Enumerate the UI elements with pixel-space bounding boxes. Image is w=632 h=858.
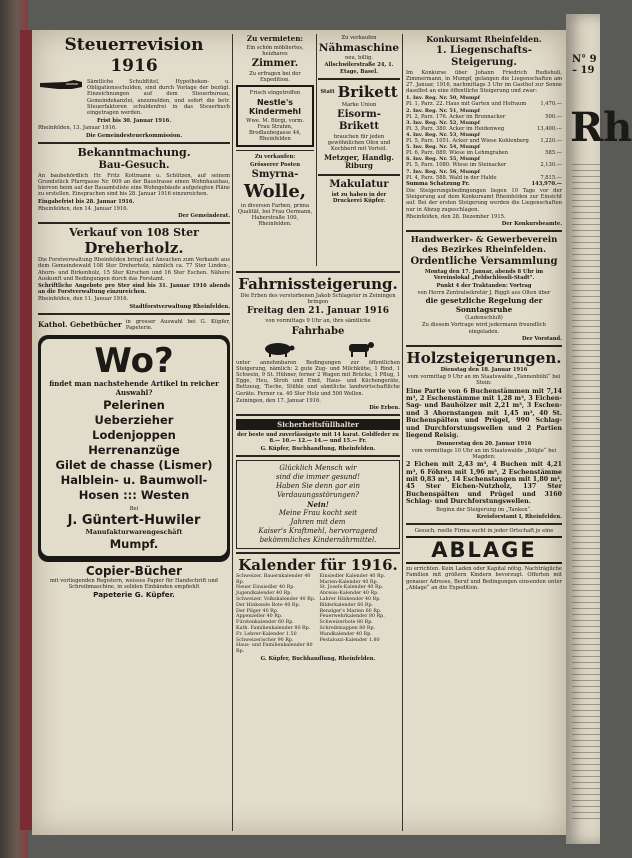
divider	[38, 313, 230, 315]
kalender-signed: G. Küpfer, Buchhandlung, Rheinfelden.	[260, 656, 376, 662]
divider	[38, 142, 230, 144]
fahrnis-place-date: Zeiningen, den 17. Januar 1916.	[236, 397, 321, 404]
verkauf-title2: Dreherholz.	[84, 239, 184, 258]
ad-dreherholz	[38, 227, 230, 310]
ad-sicherheitsfuellhalter	[236, 419, 400, 452]
zimmer-foot: Zu erfragen bei der Expedition.	[249, 71, 301, 84]
ad-gewerbeverein	[406, 235, 562, 342]
makulatur-body: ist zu haben in der Druckerei Küpfer.	[331, 191, 387, 205]
next-page-masthead: Rh	[570, 104, 632, 151]
naeh-head: Zu verkaufen	[341, 35, 377, 41]
konkurs-intro: Im Konkurse über Johann Friedrich Rudishuli, Zimmermann, in Mumpf, gelangen die Liegenschaften am 27. Januar, 1916, nachmittags 3 Uhr im Gasthof zur Sonne daselbst an eine öffentliche Steigerung und zwar:	[406, 69, 562, 95]
verkauf-signed: Stadtforstverwaltung Rheinfelden.	[129, 303, 230, 310]
column-rule	[316, 34, 317, 266]
lot-value: 500.—	[545, 113, 562, 120]
binding-red-edge	[20, 30, 32, 830]
next-page-text-lines	[572, 164, 600, 824]
kalender-title: Kalender für 1916.	[238, 555, 398, 574]
lot-label: 6. Inv. Reg. Nr. 55, Mumpf	[406, 156, 480, 163]
lot-label: 3. Inv. Reg. Nr. 52, Mumpf	[406, 119, 480, 126]
column-rule	[402, 34, 403, 831]
kalender-item: Schweizer. Bauernkalender 40 Rp.	[236, 573, 311, 585]
cow-icon	[345, 341, 375, 357]
bekannt-subtitle: Bau-Gesuch.	[98, 159, 170, 171]
konkurs-subtitle: 1. Liegenschafts-Steigerung.	[436, 44, 532, 68]
konkurs-lot	[406, 156, 562, 168]
copier-signed: Papeterie G. Küpfer.	[93, 590, 175, 600]
sicher-signed: G. Küpfer, Buchhandlung, Rheinfelden.	[260, 445, 376, 452]
kalender-item: Der Pilger 40 Rp.	[236, 608, 279, 614]
kalender-item: Jugendkalender 40 Rp.	[236, 591, 292, 597]
divider	[236, 455, 400, 457]
divider	[406, 230, 562, 232]
kalender-item: Schweizer. Volkskalender 40 Rp.	[236, 597, 316, 603]
wo-item: Herrenanzüge	[88, 443, 180, 458]
lot-description: Pl. 4, Parz. 588. Wald in der Halde	[406, 174, 497, 181]
hgv-topic: die gesetzliche Regelung der Sonntagsruhe	[425, 296, 543, 314]
wo-bei: Bei	[129, 506, 139, 513]
ad-fahrnissteigerung	[236, 276, 400, 411]
handwritten-line: Glücklich Mensch wir	[279, 463, 357, 472]
holz-day2-items: 2 Eichen mit 2,43 m³, 4 Buchen mit 4,21 m³, 6 Föhren mit 1,96 m³, 2 Eschenstämme mit 0,83 m³, 14 Eschenstangen mit 1,80 m³, 45 Ster Eichen-Nutzholz, 137 Ster Buchenspälten und Prügel und 3160 Schlag- und Durchforstungswellen.	[406, 461, 562, 506]
brikett-sub: Eisorm-Brikett	[337, 109, 381, 133]
divider	[318, 174, 400, 176]
makulatur-title: Makulatur	[329, 178, 389, 190]
lot-description: Pl. 3, Parz. 380. Acker im Heidenweg	[406, 125, 505, 132]
wo-item: Halblein- u. Baumwoll-	[60, 473, 208, 488]
brikett-title: Brikett	[337, 82, 398, 101]
steuer-signed: Die Gemeindesteuerkommission.	[85, 132, 183, 139]
konkurs-lot	[406, 95, 562, 107]
fahrnis-signed: Die Erben.	[369, 405, 400, 412]
column-4	[406, 34, 562, 831]
konkurs-lot	[406, 169, 562, 181]
konkurs-sum-label: Summa Schatzung Fr.	[406, 180, 470, 187]
wo-town: Mumpf.	[109, 536, 159, 551]
ad-naehmaschine	[318, 35, 400, 75]
lot-description: Pl. 6, Parz. 889. Wiese im Lehmgraben	[406, 150, 509, 157]
holz-day1-items: Eine Partie von 6 Buchenstämmen mit 7,14 m³, 2 Eschenstämme mit 1,28 m³, 3 Eichen-Sag- und Bauhölzer mit 2,21 m³, 3 Eschen- und 3 Ahornstangen mit 1,45 m³, 40 St. Buchenspälten und Prügel, 990 Schlag- und Durchforstungswellen und 2 Partien liegend Reisig.	[406, 387, 562, 440]
fahrnis-intro2: von vormittags 9 Uhr an, ihre sämtliche	[265, 318, 371, 325]
kalender-item: Der Hinkende Bote 40 Rp.	[236, 602, 301, 608]
hgv-trakt-head: Punkt 4 der Traktanden: Vortrag	[436, 282, 532, 289]
kalender-item: Neuer Einsiedler 40 Rp.	[236, 585, 295, 591]
verkauf-place-date: Rheinfelden, den 11. Januar 1916.	[38, 296, 129, 303]
copier-body: mit vorliegenden Registern, weisses Papier für Handschrift und Schreibmaschine, in soliden Einbänden empfiehlt	[49, 577, 218, 590]
steuer-body: Sämtliche Schuldtitel, Hypotheken- u. Obligationsschulden, sind durch Vorlage der bezügl. Einzeichnungen auf dem Steuerbureau, Gemeindekanzlei, anzumelden, und sofort die betr. Steuerfaktoren schuldenfrei in das Steuerbuch eingetragen werden.	[87, 79, 230, 117]
kalender-item: Haus- und Familienkalender 80 Rp.	[236, 643, 313, 655]
divider	[406, 345, 562, 347]
bekannt-deadline: Eingabefrist bis 28. Januar 1916.	[38, 198, 135, 205]
wo-item: Lodenjoppen	[92, 428, 176, 443]
wo-item: Hosen ::: Westen	[78, 488, 190, 503]
hgv-title: Handwerker- & Gewerbeverein des Bezirkes Rheinfelden.	[410, 235, 558, 256]
hgv-trakt-body: von Herrn Zentralsekretär J. Riggli aus Olten über	[417, 289, 551, 296]
konkurs-title: Konkursamt Rheinfelden.	[426, 34, 542, 44]
ad-ablage	[406, 528, 562, 591]
next-page-number: N° 9 – 19	[572, 54, 597, 76]
handwritten-line: Nein!	[307, 499, 329, 509]
kalender-item: Lahrer Hinkender 40 Rp.	[319, 597, 381, 603]
ad-steuerrevision	[38, 35, 230, 139]
konkurs-sum-value: 143,970.—	[531, 180, 562, 187]
divider	[406, 523, 562, 525]
bekannt-place-date: Rheinfelden, den 14. Januar 1916.	[38, 205, 129, 212]
ablage-title: ABLAGE	[406, 536, 562, 564]
kalender-item: St. Josefs-Kalender 40 Rp.	[319, 585, 384, 591]
lot-label: 5. Inv. Reg. Nr. 54, Mumpf	[406, 144, 480, 151]
ad-nestle	[236, 85, 314, 147]
fahrnis-body: unter annehmbaren Bedingungen zur öffentlichen Steigerung, nämlich: 2 gute Zug- und Milchkühe, 1 Rind, 1 Schwein, 9 St. Hühner, ferner 2 Wagen mit Brücke, 1 Pflug, 1 Egge, Heu, Stroh und Emd, Haus- und Küchengeräte, Bettzeug, Tische, Stühle und sämtliche landwirtschaftliche Geräte. Ferner ca. 40 Ster Holz und 500 Wellen.	[236, 359, 400, 397]
kalender-item: Kath. Familienkalender 80 Rp.	[236, 626, 311, 632]
lot-value: 1,470.—	[540, 101, 562, 108]
konkurs-place-date: Rheinfelden, den 28. Dezember 1915.	[406, 213, 506, 220]
kalender-item: Wandkalender 40 Rp.	[319, 631, 372, 637]
kalender-item: Schreibmappen 80 Rp.	[319, 626, 376, 632]
wo-item: Ueberzieher	[94, 413, 174, 428]
kalender-list-right	[320, 574, 401, 655]
divider	[236, 271, 400, 273]
ad-baugesuch	[38, 147, 230, 219]
konkurs-lot-list	[406, 95, 562, 180]
handwritten-line: Kaiser's Kraftmehl, hervorragend	[258, 526, 378, 535]
wolle-title2: Wolle,	[243, 180, 307, 202]
verkauf-body: Die Forstverwaltung Rheinfelden bringt auf Ansuchen zum Verkaufe aus dem Gemeindewald 108 Ster Dreherholz, nämlich ca. 77 Ster Linden-, Ahorn- und Birkenholz, 15 Ster Kirschen und 16 Ster Eschen. Nähere Auskunft und Bedingungen durch das Forstamt.	[38, 257, 230, 282]
kalender-item: Schweizerischer 90 Rp.	[236, 637, 294, 643]
bekannt-title: Bekanntmachung.	[77, 145, 191, 159]
hgv-topic2: (Ladenschluß)	[465, 315, 503, 322]
naeh-addr: Allschwilerstraße 24, 1. Etage, Basel.	[324, 62, 394, 75]
konkurs-lot	[406, 108, 562, 120]
fahrnis-intro: Die Erben des verstorbenen Jakob Schlageter in Zeiningen bringen	[240, 293, 396, 306]
kalender-item: Marien-Kalender 40 Rp.	[319, 579, 379, 585]
fahrnis-fahrhabe: Fahrhabe	[291, 325, 345, 337]
kalender-item: Schweizerbote 80 Rp.	[319, 620, 373, 626]
bekannt-signed: Der Gemeinderat.	[178, 213, 230, 220]
lot-label: 1. Inv. Reg. Nr. 50, Mumpf	[406, 95, 480, 102]
steuer-title: Steuerrevision 1916	[64, 35, 204, 76]
sicher-body: der beste und zuverlässigste mit 14 karat. Goldfeder zu 8.— 10.— 12.— 14.— und 15.— Fr.	[237, 432, 399, 445]
lot-description: Pl. 5, Parz. 1051. Acker und Wiese Kohlenberg	[406, 138, 529, 145]
ad-konkursamt	[406, 35, 562, 227]
handwritten-line: Jahren mit dem	[290, 517, 346, 526]
fahrnis-date: Freitag den 21. Januar 1916	[247, 306, 389, 317]
ad-kalender	[236, 557, 400, 662]
holz-title: Holzsteigerungen.	[406, 349, 562, 368]
kalender-item: Abreiss-Kalender 40 Rp.	[319, 591, 379, 597]
lot-description: Pl. 1, Parz. 22. Haus mit Garten und Hofraum	[406, 101, 527, 108]
holz-signed: Kreisforstamt I, Rheinfelden.	[476, 513, 562, 520]
holz-day2-body: vom vormittags 10 Uhr an im Staatswalde „Bölgle“ bei Magden:	[411, 447, 557, 460]
copier-title: Copier-Bücher	[85, 563, 183, 578]
wolle-sub: Grösserer Posten	[250, 161, 300, 168]
handwritten-line: bekömmliches Kindernährmittel.	[259, 535, 377, 544]
column-1	[38, 34, 230, 831]
pig-icon	[261, 341, 295, 357]
konkurs-signed: Der Konkursbeamte.	[501, 221, 562, 228]
handwritten-line: Meine Frau kocht seit	[278, 508, 358, 517]
holz-note: Beginn der Steigerung im „Tanken“.	[436, 506, 532, 513]
divider	[236, 150, 314, 151]
kalender-item: Benziger's Marien 60 Rp.	[319, 608, 382, 614]
ad-makulatur	[318, 179, 400, 204]
handwritten-line: sind die immer gesund!	[276, 472, 360, 481]
wo-firm-sub: Manufakturwarengeschäft	[85, 528, 183, 537]
holz-day2: Donnerstag den 20. Januar 1916	[436, 440, 532, 447]
newspaper-page	[32, 30, 566, 835]
holz-day1-body: vom vormittag 9 Uhr an im Staatswalde „Tannenbühl“ bei Stein:	[407, 374, 561, 387]
ad-wolle	[236, 154, 314, 227]
naeh-body: neu, billig.	[345, 55, 373, 62]
wo-inner	[41, 339, 227, 555]
ad-brikett	[318, 83, 400, 171]
wolle-title: Smyrna-	[251, 168, 299, 180]
kalender-item: Fürstenkalender 60 Rp.	[236, 620, 294, 626]
konkurs-body: Die Steigerungsbedingungen liegen 10 Tage vor der Steigerung auf dem Konkursamt Rheinfelden zur Einsicht auf. Bei der ersten Steigerung werden die Liegenschaften nur in Abzug zugeschlagen.	[406, 188, 562, 213]
ad-zimmer	[236, 35, 314, 83]
lot-label: 2. Inv. Reg. Nr. 51, Mumpf	[406, 107, 480, 114]
nestle-title: Nestle's Kindermehl	[249, 97, 301, 117]
wo-item: Pelerinen	[103, 398, 165, 413]
wo-firm: J. Güntert-Huwiler	[67, 513, 201, 529]
naeh-title: Nähmaschine	[318, 42, 400, 55]
pointing-hand-icon	[38, 78, 84, 92]
kalender-item: Appenzeller 40 Rp.	[236, 614, 283, 620]
lot-description: Pl. 2, Parz. 176. Acker im Brunnacker	[406, 113, 506, 120]
gebet-right: in grosser Auswahl bei G. Küpfer, Papeterie.	[125, 318, 230, 332]
column-rule	[232, 34, 233, 831]
divider	[236, 414, 400, 416]
handwritten-line: Verdauungsstörungen?	[276, 490, 360, 499]
wo-item-list	[44, 398, 224, 503]
brikett-marke: Marke Union	[341, 101, 377, 108]
nestle-head: Frisch eingetroffen	[249, 90, 301, 97]
konkurs-lot	[406, 132, 562, 144]
ad-wo-box	[38, 335, 230, 561]
konkurs-lot	[406, 144, 562, 156]
handwritten-line: Haben Sie denn gar ein	[275, 481, 361, 490]
kalender-item: Pestalozzi-Kalender 1.80	[319, 637, 380, 643]
wolle-head: Zu verkaufen:	[254, 154, 296, 161]
kalender-item: Einsiedler Kalender 40 Rp.	[319, 573, 386, 579]
gebet-left: Kathol. Gebetbücher	[38, 319, 122, 329]
lot-value: 2,130.—	[540, 162, 562, 169]
column-middle	[236, 268, 400, 831]
lot-value: 1,220.—	[540, 138, 562, 145]
lot-description: Pl. 5, Parz. 1080. Wiese im Steinacker	[406, 162, 507, 169]
brikett-body: brauchen für jeden gewöhnlichen Ofen und Kochherd mit Vorteil.	[327, 134, 391, 153]
verkauf-title: Verkauf von 108 Ster	[69, 226, 199, 240]
kalender-item: Bilderkalender 60 Rp.	[319, 602, 374, 608]
steuer-deadline: Frist bis 30. Januar 1916.	[96, 118, 172, 125]
column-2-top	[236, 34, 314, 266]
wo-question: findet man nachstehende Artikel in reicher Auswahl?	[49, 379, 219, 397]
verkauf-deadline: Schriftliche Angebote pro Ster sind bis 31. Januar 1916 abends an die Forstverwaltung einzureichen.	[38, 283, 230, 296]
wo-headline: Wo?	[94, 341, 174, 382]
wo-item: Gilet de chasse (Lismer)	[55, 458, 213, 473]
lot-value: 7,815.—	[540, 174, 562, 181]
lot-value: 585.—	[545, 150, 562, 157]
kalender-item: Feuerwehrkalender 80 Rp.	[319, 614, 385, 620]
divider	[318, 78, 400, 80]
hgv-when: Montag den 17. Januar, abends 8 Uhr im Vereinslokal „Feldschlössli-Stadt“.	[424, 269, 544, 282]
kalender-list-left	[236, 574, 317, 655]
next-page-edge	[566, 14, 632, 844]
sicher-title: Sicherheitsfüllhalter	[236, 419, 400, 430]
bekannt-body: An baubehördlich Hr. Fritz Kottmann u. Schützen, auf seinem Grundstück Pfarrgasse Nr. 609 an der Baustrasse einen Wohnhausbau, hiervon beim auf der Bauamtsliste eine Wohngebäude aufgelegten Pläne zu erstellen. Einsprachen sind bis 28. Januar 1916 einzureichen.	[38, 172, 230, 198]
fahrnis-title: Fahrnissteigerung.	[238, 275, 398, 293]
lot-label: 4. Inv. Reg. Nr. 53, Mumpf	[406, 132, 480, 139]
konkurs-lot	[406, 120, 562, 132]
zimmer-body: Ein schön möbliertes, heizbares	[246, 44, 304, 57]
ablage-body: zu errichten. Kein Laden oder Kapital nötig. Nachträgliche Familien mit größern Kindern bevorzugt. Offerten mit genauer Adresse, Beruf und Bedingungen einsenden unter „Ablage“ an die Expedition.	[406, 566, 562, 591]
ad-gebetbuecher	[38, 318, 230, 332]
lot-value: 13,400.—	[537, 125, 562, 132]
ad-copier	[38, 565, 230, 600]
hgv-invite: Zu diesem Vortrage wird jedermann freundlich eingeladen.	[422, 322, 546, 335]
lot-label: 7. Inv. Reg. Nr. 56, Mumpf	[406, 168, 480, 175]
steuer-place-date: Rheinfelden, 13. Januar 1916.	[38, 125, 117, 132]
hgv-subtitle: Ordentliche Versammlung	[410, 256, 558, 268]
column-3-top	[318, 34, 400, 266]
nestle-body: Wwe. M. Bürgi, vorm. Frau Strahm, Brodlaubegasse 44, Rheinfelden	[246, 117, 304, 143]
ad-handwritten-note	[236, 460, 400, 549]
divider	[236, 552, 400, 554]
brikett-signed: Metzger, Handlg. Riburg	[324, 152, 394, 171]
divider	[38, 222, 230, 224]
hgv-signed: Der Vorstand.	[522, 335, 562, 342]
wolle-body: in diversen Farben, prima Qualität, bei Frau Oermann, Haberstraße 100, Rheinfelden.	[237, 202, 313, 228]
zimmer-head: Zu vermieten:	[246, 34, 304, 43]
zimmer-title: Zimmer.	[251, 58, 299, 69]
brikett-pre: Statt	[320, 88, 335, 95]
ad-holzsteigerungen	[406, 350, 562, 520]
ablage-top: Gesuch, reelle Firma sucht in jeder Ortschaft je eine	[414, 527, 554, 534]
holz-day1: Dienstag den 18. Januar 1916	[440, 367, 528, 374]
kalender-item: Fr. Lehrer-Kalender 1.50	[236, 631, 297, 637]
konkurs-sum	[406, 181, 562, 187]
livestock-illustration	[236, 340, 400, 358]
